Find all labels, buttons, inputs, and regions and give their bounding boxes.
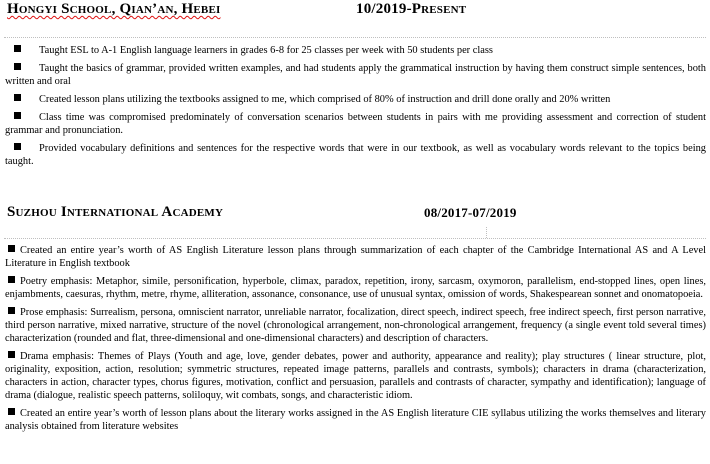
bullet-marker: [8, 276, 15, 283]
list-item: Drama emphasis: Themes of Plays (Youth and age, love, gender debates, power and authority, appearance and reality); play structures ( linear structure, plot, originality, exposition, action, resolution; symmetric structures, repeated image patterns, parallels and contrasts, symbols); characters in drama (characterization, characters in action, character types, chorus figures, motivation, conflict and persuasion, parallels and contrasts of character, sympathy and identification); language of drama (dialogue, realistic speech patterns, soliloquy, wit combats, songs, and characteristic idiom.: [5, 351, 706, 401]
table-gridline: [4, 238, 706, 239]
list-item: Taught the basics of grammar, provided written examples, and had students apply the grammatical instruction by having them construct simple sentences, both written and oral: [5, 63, 706, 87]
list-item: Created an entire year’s worth of lesson plans about the literary works assigned in the AS English literature CIE syllabus utilizing the works themselves and literary analysis obtained from literature websites: [5, 408, 706, 432]
list-item: Provided vocabulary definitions and sentences for the respective words that were in our textbook, as well as vocabulary words relevant to the topics being taught.: [5, 143, 706, 167]
bullet-marker: [14, 143, 21, 150]
list-item: Created an entire year’s worth of AS English Literature lesson plans through summarization of each chapter of the Cambridge International AS and A Level Literature in English textbook: [5, 245, 706, 269]
list-item: Class time was compromised predominately of conversation scenarios between students in pairs with me providing assessment and correction of student grammar and pronunciation.: [5, 112, 706, 136]
table-gridline: [4, 37, 706, 38]
table-gridline: [486, 227, 487, 238]
section1-bullet-list: [5, 44, 706, 173]
bullet-marker: [14, 63, 21, 70]
bullet-marker: [14, 112, 21, 119]
section1-heading: [7, 1, 467, 18]
section2-dates: 08/2017-07/2019: [424, 205, 517, 220]
bullet-marker: [14, 45, 21, 52]
section2-heading: [7, 204, 517, 221]
section1-dates: 10/2019-Present: [356, 1, 467, 17]
list-item: Taught ESL to A-1 English language learners in grades 6-8 for 25 classes per week with 50 students per class: [5, 44, 706, 57]
bullet-marker: [8, 351, 15, 358]
section2-bullet-list: [5, 244, 706, 438]
bullet-marker: [14, 94, 21, 101]
section2-school: Suzhou International Academy: [7, 204, 224, 220]
list-item: Created lesson plans utilizing the textbooks assigned to me, which comprised of 80% of instruction and drill done orally and 20% written: [5, 93, 706, 106]
section1-school: Hongyi School, Qian’an, Hebei: [7, 1, 221, 17]
list-item: Poetry emphasis: Metaphor, simile, personification, hyperbole, climax, paradox, repetition, irony, sarcasm, oxymoron, parallelism, end-stopped lines, open lines, enjambments, caesuras, rhythm, metre, rhyme, alliteration, assonance, consonance, use of unusual syntax, omission of words, Shakespearean sonnet and onomatopoeia.: [5, 276, 706, 300]
bullet-marker: [8, 408, 15, 415]
bullet-marker: [8, 245, 15, 252]
list-item: Prose emphasis: Surrealism, persona, omniscient narrator, unreliable narrator, focalization, direct speech, indirect speech, free indirect speech, first person narrative, third person narrative, mixed narrative, structure of the novel (chronological arrangement, non-chronological arrangement, frequency (a single event told several times) characterization (rounded and flat, three-dimensional and one-dimensional characters) and description of characters.: [5, 307, 706, 344]
bullet-marker: [8, 307, 15, 314]
